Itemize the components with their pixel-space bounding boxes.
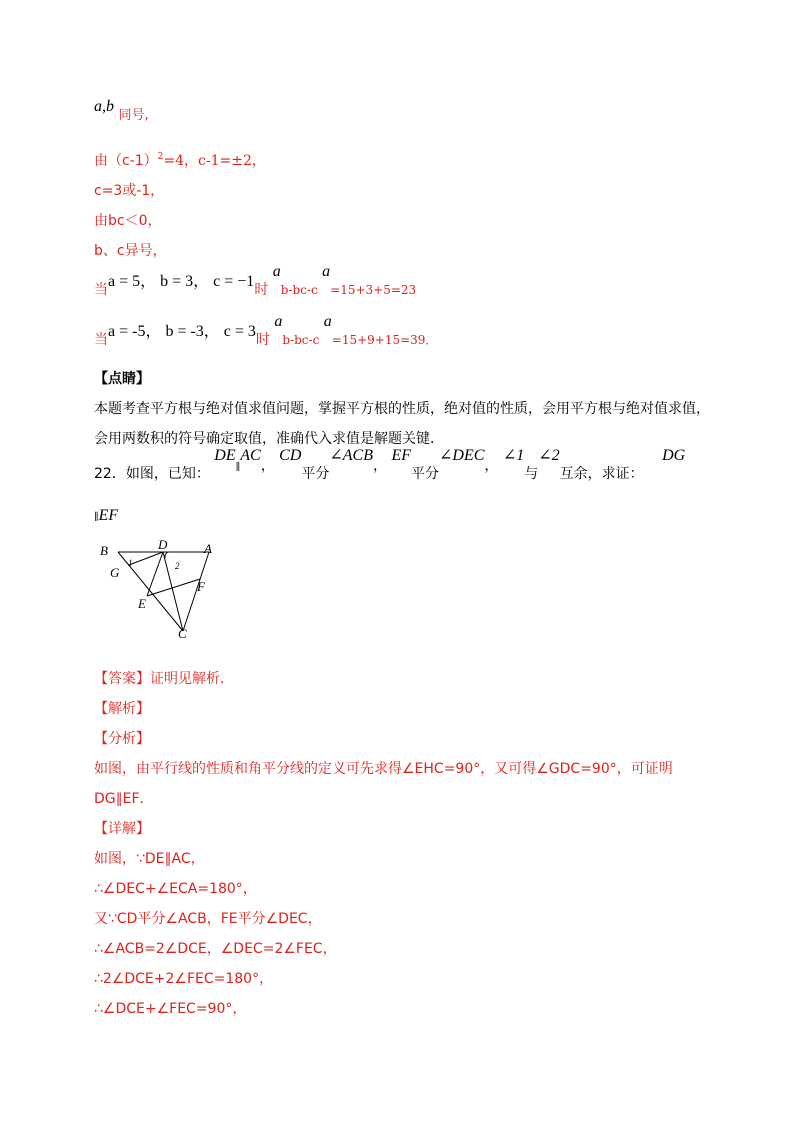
summary-line-1: 本题考查平方根与绝对值求值问题，掌握平方根的性质，绝对值的性质，会用平方根与绝对值求值， [94,401,710,417]
symbol-parallel-1: ∥ [235,462,241,473]
analysis-line-1: 如图，由平行线的性质和角平分线的定义可先求得∠EHC=90°，又可得∠GDC=90°，可证明 [94,761,673,777]
text-bisect-2: 平分 [411,466,439,482]
label-a: A [204,541,212,556]
text-dang-2: 当 [94,332,108,348]
detail-line-5: ∴2∠DCE+2∠FEC=180°， [94,971,274,987]
label-d: D [158,537,168,552]
math-a-1: a [272,263,281,280]
geometry-figure [96,536,236,642]
math-case-2: a = -5， b = -3， c = 3 [108,323,256,340]
text-c-post: =4，c-1=±2， [163,153,266,169]
math-a-3: a [274,313,283,330]
summary-line-2: 会用两数积的符号确定取值，准确代入求值是解题关键． [94,431,444,447]
math-a-2: a [322,263,331,280]
detail-line-3: 又∵CD平分∠ACB，FE平分∠DEC， [94,911,322,927]
line-ab-same-sign [94,96,149,123]
math-cd: CD [279,447,302,464]
text-shi-2: 时 [255,332,270,348]
line-case-2 [94,313,438,348]
symbol-parallel-2: ∥ [94,512,99,523]
math-ab: a,b [94,98,114,115]
segment-gd [129,552,163,565]
math-ef: EF [391,447,411,464]
segment-ac [183,552,209,631]
label-f: F [197,579,205,594]
detail-line-4: ∴∠ACB=2∠DCE，∠DEC=2∠FEC， [94,941,337,957]
math-dec: ∠DEC [439,447,485,464]
heading-fenxi: 【分析】 [94,731,150,747]
line-c-equation [94,150,266,170]
math-dg: DG [662,447,686,464]
math-angle-2: ∠2 [538,447,560,464]
line-bc-opposite: b、c异号， [94,243,167,259]
text-c-pre: 由（c-1） [94,153,158,169]
question-22-cont [94,507,118,525]
heading-dianjing: 【点睛】 [94,371,150,387]
text-c-sup: 2 [157,152,164,162]
text-yu: 与 [524,466,539,482]
math-case-1: a = 5， b = 3， c = −1 [108,273,255,290]
math-ac: AC [240,447,261,464]
text-prove: 互余，求证： [559,466,644,482]
text-result-1: =15+3+5=23 [330,283,417,297]
text-result-2: =15+9+15=39． [331,333,438,347]
answer-line: 【答案】证明见解析. [94,671,225,687]
text-dang-1: 当 [94,282,108,298]
comma-3: ， [484,458,499,474]
line-bc-negative: 由bc＜0， [94,213,162,229]
detail-line-1: 如图，∵DE∥AC， [94,851,205,867]
math-acb: ∠ACB [329,447,373,464]
comma-2: ， [373,458,387,474]
math-a-4: a [323,313,332,330]
label-c: C [178,626,187,641]
text-bisect-1: 平分 [301,466,330,482]
line-c-values: c=3或-1， [94,183,165,199]
text-expr-1: b-bc-c [280,283,318,297]
heading-xiangjie: 【详解】 [94,821,150,837]
heading-jiexi: 【解析】 [94,701,150,717]
text-same-sign: 同号, [118,108,149,123]
detail-line-2: ∴∠DEC+∠ECA=180°， [94,881,257,897]
analysis-line-2: DG∥EF． [94,791,154,807]
math-ef-2: EF [98,507,119,524]
text-expr-2: b-bc-c [282,333,320,347]
question-22 [94,447,686,482]
label-angle-1: 1 [128,558,133,568]
comma-1: ， [260,458,275,474]
text-shi-1: 时 [254,282,269,298]
math-de: DE [214,447,236,464]
label-g: G [110,565,120,580]
angle-arc-2 [165,552,168,558]
label-b: B [100,543,108,558]
q22-number: 22．如图，已知： [94,466,210,482]
line-case-1 [94,263,417,298]
math-angle-1: ∠1 [502,447,525,464]
label-angle-2: 2 [175,561,180,571]
label-e: E [138,596,146,611]
detail-line-6: ∴∠DCE+∠FEC=90°， [94,1001,247,1017]
segment-de [147,552,163,596]
